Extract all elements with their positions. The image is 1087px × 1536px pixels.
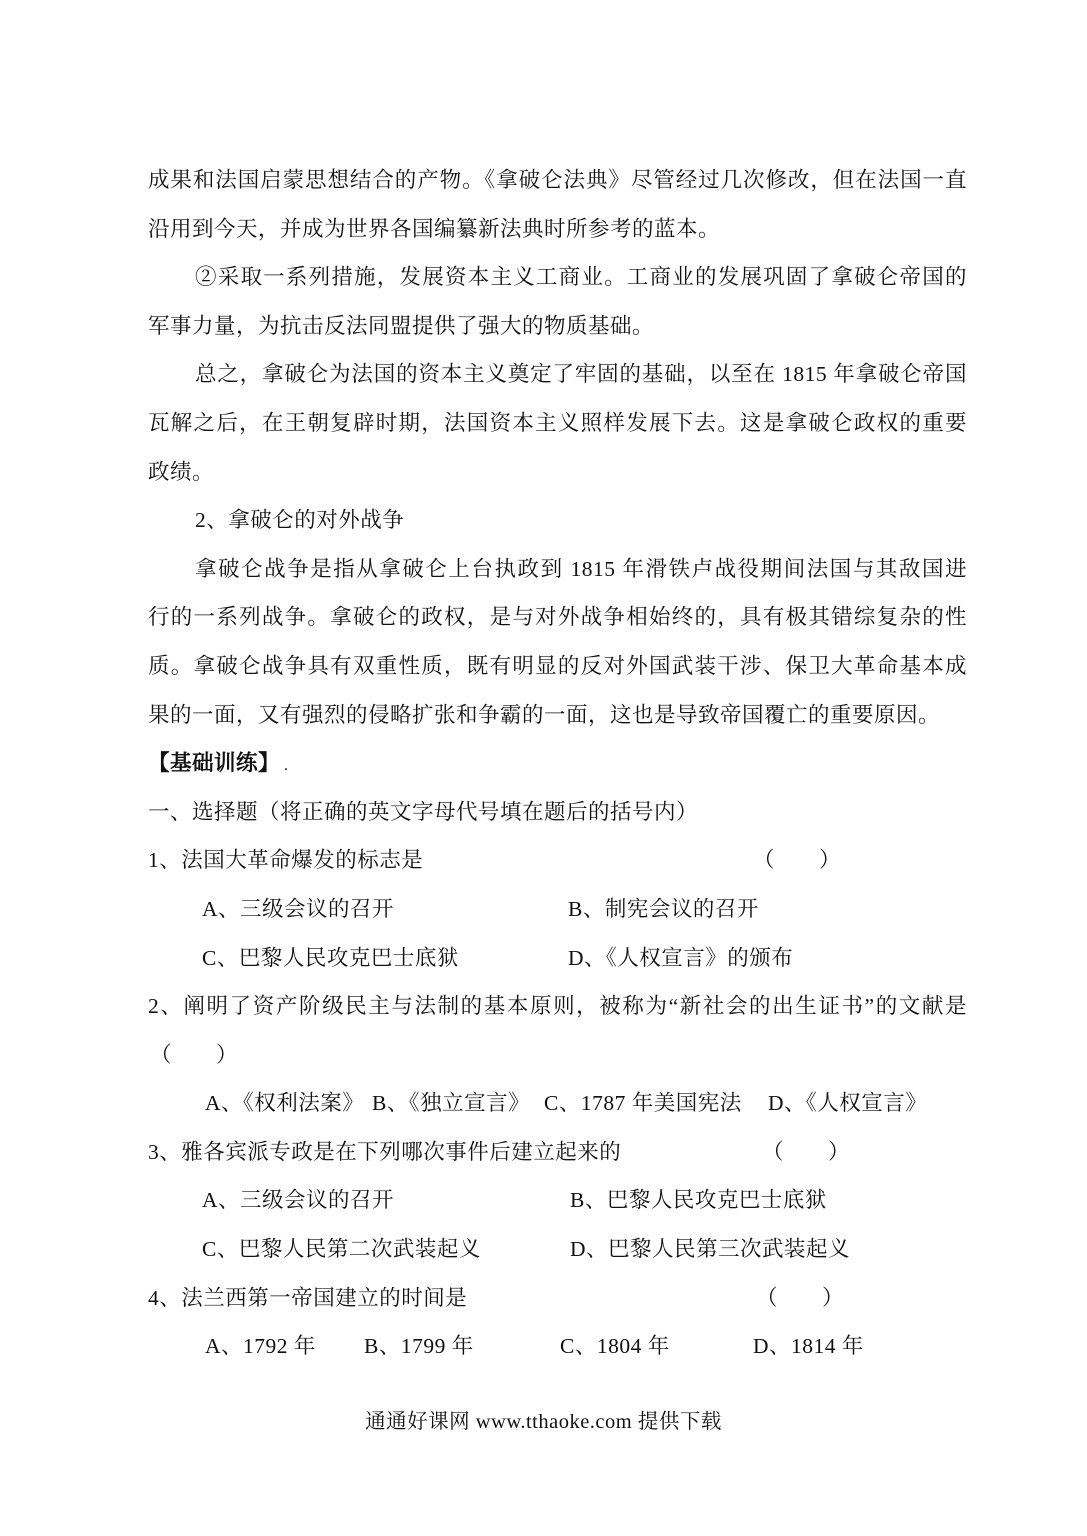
question-1-options-row	[148, 934, 967, 983]
option-b: B、1799 年	[364, 1334, 474, 1359]
paragraph-line: 成果和法国启蒙思想结合的产物。《拿破仑法典》尽管经过几次修改，但在法国一直	[148, 168, 967, 192]
question-4-stem	[148, 1274, 967, 1323]
paragraph-line: 总之，拿破仑为法国的资本主义奠定了牢固的基础，以至在 1815 年拿破仑帝国	[195, 362, 967, 387]
subsection-title: 2、拿破仑的对外战争	[195, 508, 405, 533]
option-d: D、巴黎人民第三次武装起义	[570, 1237, 851, 1262]
question-3-stem	[148, 1128, 967, 1177]
option-b: B、《独立宣言》	[372, 1091, 531, 1116]
answer-brackets: （ ）	[756, 1285, 845, 1310]
paragraph-line: 军事力量，为抗击反法同盟提供了强大的物质基础。	[148, 313, 655, 338]
question-3-options-row	[148, 1225, 967, 1274]
paragraph-line: 拿破仑战争是指从拿破仑上台执政到 1815 年滑铁卢战役期间法国与其敌国进	[195, 556, 967, 581]
document-content	[148, 156, 967, 1371]
paragraph-line: 瓦解之后，在王朝复辟时期，法国资本主义照样发展下去。这是拿破仑政权的重要	[148, 410, 967, 435]
paragraph-line: 质。拿破仑战争具有双重性质，既有明显的反对外国武装干涉、保卫大革命基本成	[148, 653, 967, 678]
option-b: B、制宪会议的召开	[568, 896, 759, 921]
answer-brackets: （ ）	[762, 1139, 851, 1164]
option-b: B、巴黎人民攻克巴士底狱	[570, 1188, 827, 1213]
option-d: D、《人权宣言》	[768, 1091, 928, 1116]
option-a: A、三级会议的召开	[202, 1188, 395, 1213]
heading-trailing-dot: .	[280, 757, 289, 775]
option-d: D、1814 年	[753, 1334, 864, 1359]
question-2-brackets-row	[148, 1031, 967, 1080]
option-c: C、1804 年	[560, 1334, 670, 1359]
section-instruction: 一、选择题（将正确的英文字母代号填在题后的括号内）	[148, 799, 699, 824]
question-2-options-row	[148, 1079, 967, 1128]
option-c: C、巴黎人民第二次武装起义	[202, 1237, 481, 1262]
section-heading: 【基础训练】 .	[148, 751, 289, 776]
answer-brackets: （ ）	[150, 1042, 239, 1067]
paragraph-line: 沿用到今天，并成为世界各国编纂新法典时所参考的蓝本。	[148, 216, 721, 241]
answer-brackets: （ ）	[753, 848, 842, 873]
question-text: 4、法兰西第一帝国建立的时间是	[148, 1285, 468, 1310]
question-text: 1、法国大革命爆发的标志是	[148, 848, 424, 873]
option-a: A、《权利法案》	[205, 1091, 365, 1116]
paragraph-line: 政绩。	[148, 459, 215, 484]
question-3-options-row	[148, 1176, 967, 1225]
option-a: A、1792 年	[205, 1334, 316, 1359]
question-4-options-row	[148, 1322, 967, 1371]
question-1-stem	[148, 836, 967, 885]
option-d: D、《人权宣言》的颁布	[568, 945, 794, 970]
paragraph-line: ②采取一系列措施，发展资本主义工商业。工商业的发展巩固了拿破仑帝国的	[195, 265, 967, 290]
question-1-options-row	[148, 885, 967, 934]
paragraph-line: 果的一面，又有强烈的侵略扩张和争霸的一面，这也是导致帝国覆亡的重要原因。	[148, 702, 941, 727]
paragraph-line: 行的一系列战争。拿破仑的政权，是与对外战争相始终的，具有极其错综复杂的性	[148, 605, 967, 630]
option-c: C、1787 年美国宪法	[544, 1091, 742, 1116]
option-c: C、巴黎人民攻克巴士底狱	[202, 945, 459, 970]
footer-watermark: 通通好课网 www.tthaoke.com 提供下载	[365, 1411, 722, 1433]
question-2-stem: 2、阐明了资产阶级民主与法制的基本原则，被称为“新社会的出生证书”的文献是	[148, 994, 967, 1019]
question-text: 3、雅各宾派专政是在下列哪次事件后建立起来的	[148, 1139, 622, 1164]
option-a: A、三级会议的召开	[202, 896, 395, 921]
